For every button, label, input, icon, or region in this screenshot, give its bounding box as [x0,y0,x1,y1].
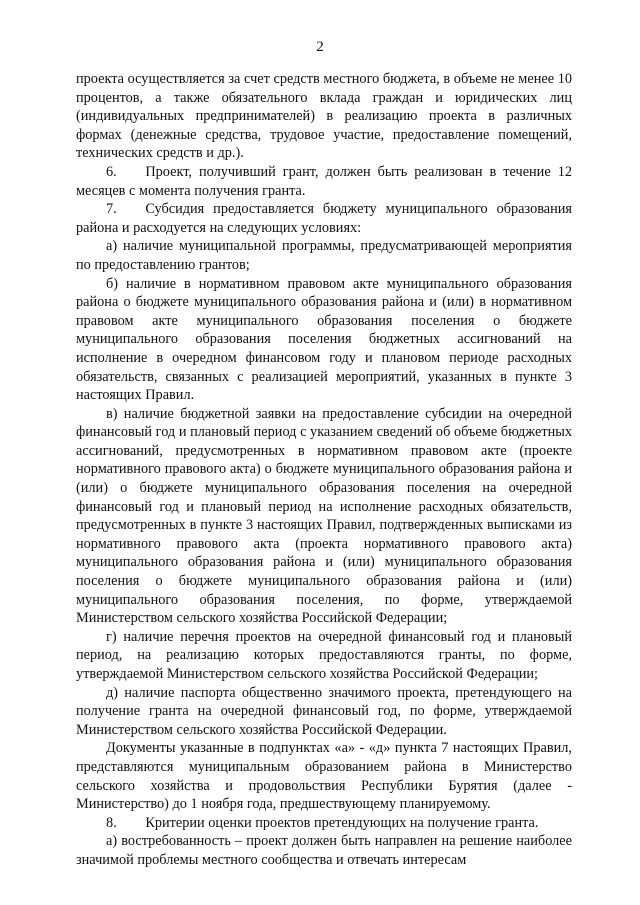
paragraph-subitem-a: а) наличие муниципальной программы, предусматривающей мероприятия по предоставлению грантов; [76,238,572,273]
document-body [76,70,572,870]
paragraph-subitem-v: в) наличие бюджетной заявки на предоставление субсидии на очередной финансовый год и плановый период с указанием сведений об объеме бюджетных ассигнований, предусмотренных в нормативном правовом акте (проекте нормативного правового акта) о бюджете муниципального образования района и (или) о бюджете муниципального образования поселения на очередной финансовый год и плановый период на исполнение расходных обязательств, предусмотренных в пункте 3 настоящих Правил, подтвержденных выписками из нормативного правового акта (проекта нормативного правового акта) муниципального образования района и (или) муниципального образования поселения о бюджете муниципального образования района и (или) муниципального образования поселения, по форме, утверждаемой Министерством сельского хозяйства Российской Федерации; [76,405,572,627]
paragraph-subitem-b: б) наличие в нормативном правовом акте муниципального образования района о бюджете муниципального образования района и (или) в нормативном правовом акте муниципального образования поселения о бюджете муниципального образования поселения бюджетных ассигнований на исполнение в очередном финансовом году и плановом периоде расходных обязательств, связанных с реализацией мероприятий, указанных в пункте 3 настоящих Правил. [76,275,572,404]
paragraph-subitem-d: д) наличие паспорта общественно значимого проекта, претендующего на получение гранта на очередной финансовый год, по форме, утверждаемой Министерством сельского хозяйства Российской Федерации. [76,684,572,738]
paragraph-documents: Документы указанные в подпунктах «а» - «д» пункта 7 настоящих Правил, представляются муниципальным образованием района в Министерство сельского хозяйства и продовольствия Республики Бурятия (далее - Министерство) до 1 ноября года, предшествующему планируемому. [76,740,572,813]
page-number: 2 [316,39,324,55]
paragraph-item-8: 8. Критерии оценки проектов претендующих на получение гранта. [106,814,539,831]
paragraph-criteria-a: а) востребованность – проект должен быть направлен на решение наиболее значимой проблемы местного сообщества и отвечать интересам [76,833,572,868]
paragraph-item-6: 6. Проект, получивший грант, должен быть реализован в течение 12 месяцев с момента получения гранта. [76,163,572,199]
paragraph-item-7: 7. Субсидия предоставляется бюджету муниципального образования района и расходуется на следующих условиях: [76,201,572,236]
paragraph-subitem-g: г) наличие перечня проектов на очередной финансовый год и плановый период, на реализацию которых предоставляются гранты, по форме, утверждаемой Министерством сельского хозяйства Российской Федерации; [76,628,572,682]
paragraph-continuation: проекта осуществляется за счет средств местного бюджета, в объеме не менее 10 процентов, а также обязательного вклада граждан и юридических лиц (индивидуальных предпринимателей) в реализацию проекта в различных формах (денежные средства, трудовое участие, предоставление помещений, технических средств и др.). [76,71,572,162]
